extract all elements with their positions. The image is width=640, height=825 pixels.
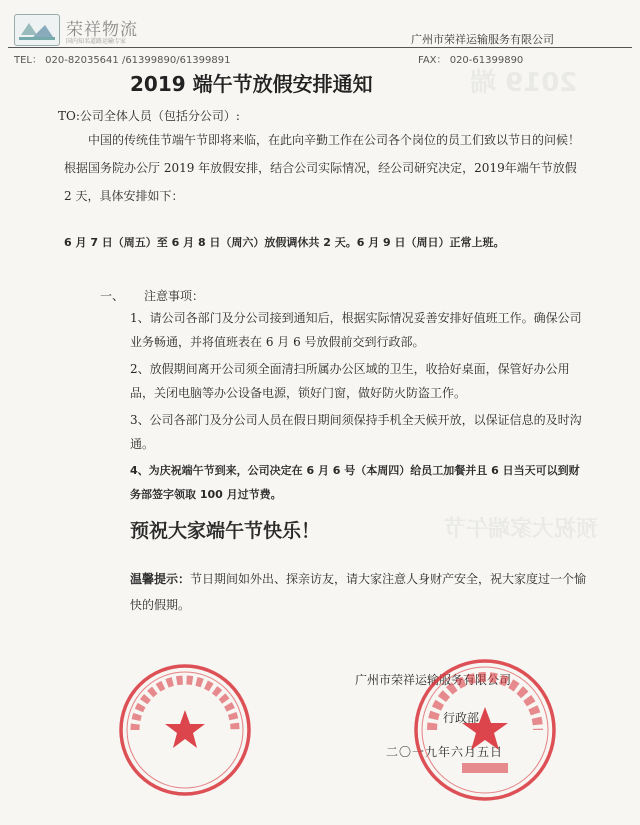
holiday-wish: 预祝大家端午节快乐！ bbox=[130, 520, 321, 542]
holiday-schedule: 6 月 7 日（周五）至 6 月 8 日（周六）放假调休共 2 天。6 月 9 日（周日）正常上班。 bbox=[64, 236, 505, 249]
notice-title: 2019 端午节放假安排通知 bbox=[130, 72, 373, 96]
logo-icon bbox=[14, 14, 60, 46]
note-item-2: 2、放假期间离开公司须全面清扫所属办公区域的卫生，收拾好桌面，保管好办公用品，关闭电脑等办公设备电源，锁好门窗，做好防火防盗工作。 bbox=[130, 362, 570, 400]
note-item-4: 4、为庆祝端午节到来，公司决定在 6 月 6 号（本周四）给员工加餐并且 6 日当天可以到财务部签字领取 100 月过节费。 bbox=[130, 464, 580, 501]
signature-department: 行政部 bbox=[443, 711, 480, 725]
notes-title: 注意事项： bbox=[144, 289, 205, 303]
signature-date: 二〇一九年六月五日 bbox=[386, 745, 504, 759]
note-item-3: 3、公司各部门及分公司人员在假日期间须保持手机全天候开放，以保证信息的及时沟通。 bbox=[130, 413, 582, 451]
letterhead-fax: FAX： 020-61399890 bbox=[418, 55, 524, 66]
notice-recipients: TO:公司全体人员（包括分公司）: bbox=[58, 109, 240, 123]
bleed-through-wish: 预祝大家端午节 bbox=[444, 517, 599, 542]
logo-subtitle: 国内知名道路运输专家 bbox=[66, 38, 127, 45]
left-company-seal bbox=[115, 660, 255, 800]
bleed-through-title: 2019 端 bbox=[470, 68, 578, 98]
reminder-label: 温馨提示： bbox=[130, 572, 191, 586]
company-logo bbox=[14, 14, 164, 48]
reminder bbox=[130, 566, 590, 618]
notes-heading bbox=[100, 287, 204, 304]
signature-company: 广州市荣祥运输服务有限公司 bbox=[355, 673, 512, 687]
intro-paragraph: 中国的传统佳节端午节即将来临，在此向辛勤工作在公司各个岗位的员工们致以节日的问候！根据国务院办公厅 2019 年放假安排，结合公司实际情况，经公司研究决定，2019年端午节放假 2 天，具体安排如下： bbox=[64, 133, 581, 203]
notes-number: 一、 bbox=[100, 289, 125, 303]
letterhead-tel: TEL： 020-82035641 /61399890/61399891 bbox=[14, 55, 231, 66]
letterhead-company: 广州市荣祥运输服务有限公司 bbox=[411, 33, 554, 46]
reminder-text: 节日期间如外出、探亲访友，请大家注意人身财产安全，祝大家度过一个愉快的假期。 bbox=[130, 572, 587, 612]
note-item-1: 1、请公司各部门及分公司接到通知后，根据实际情况妥善安排好值班工作。确保公司业务畅通，并将值班表在 6 月 6 号放假前交到行政部。 bbox=[130, 311, 582, 349]
right-company-seal bbox=[410, 655, 560, 805]
logo-text: 荣祥物流 bbox=[66, 20, 138, 40]
letterhead-rule bbox=[8, 47, 632, 48]
